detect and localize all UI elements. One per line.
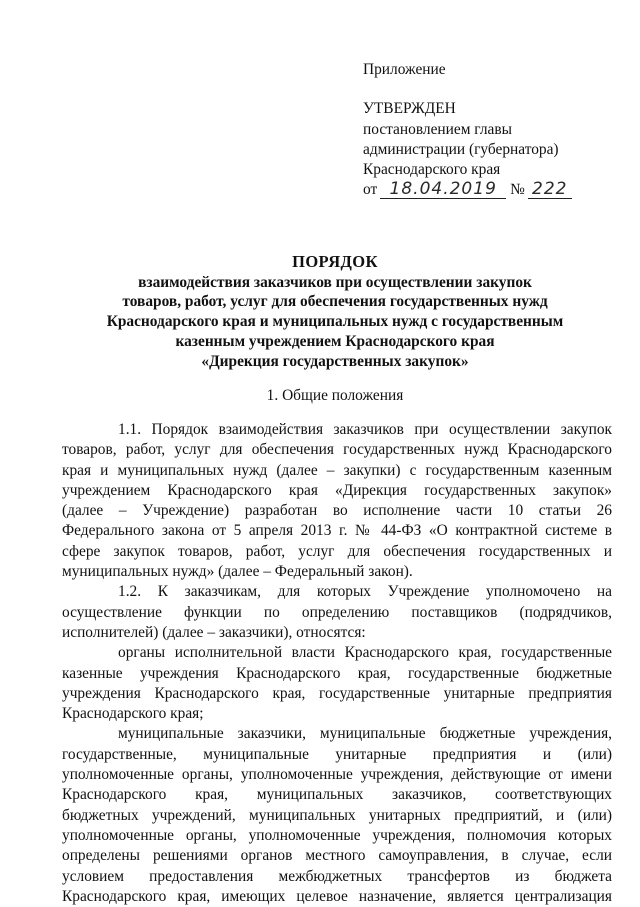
text-line: уполномоченные органы, уполномоченные учреждения, действующие от имени	[62, 766, 612, 784]
text-line: органы исполнительной власти Краснодарского края, государственные	[118, 644, 612, 662]
from-label: от	[363, 181, 378, 199]
text-line: края и муниципальных нужд (далее – закупки) с государственным казенным	[62, 461, 612, 479]
title-line: Краснодарского края и муниципальных нужд с государственным	[106, 313, 564, 331]
title-main: ПОРЯДОК	[292, 252, 378, 271]
text-line: Краснодарского края, муниципальных заказчиков, соответствующих	[62, 786, 612, 804]
text-line: исполнителей) (далее – заказчики), относятся:	[62, 623, 366, 641]
text-line: 1.1. Порядок взаимодействия заказчиков при осуществлении закупок	[118, 421, 612, 438]
approved-label: УТВЕРЖДЕН	[363, 100, 456, 118]
body-text	[62, 420, 612, 907]
title-line: товаров, работ, услуг для обеспечения государственных нужд	[122, 293, 548, 311]
text-line: муниципальных нужд» (далее – Федеральный закон).	[62, 563, 413, 581]
number-label: №	[510, 181, 525, 199]
text-line: государственные, муниципальные унитарные предприятия и (или)	[62, 745, 612, 763]
section-heading: 1. Общие положения	[266, 387, 404, 404]
text-line: товаров, работ, услуг для обеспечения государственных нужд Краснодарского	[62, 441, 612, 459]
title-line: взаимодействия заказчиков при осуществлении закупок	[138, 273, 532, 291]
text-line: Краснодарского края, имеющих целевое назначение, является централизация	[62, 887, 612, 905]
text-line: 1.2. К заказчикам, для которых Учреждение уполномочено на	[118, 583, 612, 601]
approval-date-line	[363, 180, 623, 200]
paragraph-municipal-customers	[62, 724, 612, 907]
approval-block	[363, 60, 623, 201]
text-line: сфере закупок товаров, работ, услуг для обеспечения государственных и	[62, 542, 612, 560]
text-line: определены решениями органов местного самоуправления, в случае, если	[62, 847, 612, 865]
text-line: (далее – Учреждение) разработан во исполнение части 10 статьи 26	[62, 502, 612, 520]
text-line: учреждением Краснодарского края «Дирекция государственных закупок»	[62, 481, 612, 499]
text-line: муниципальные заказчики, муниципальные бюджетные учреждения,	[118, 725, 612, 743]
text-line: уполномоченные органы, уполномоченные учреждения, полномочия которых	[62, 826, 612, 844]
approval-line-1: постановлением главы	[363, 120, 512, 138]
text-line: бюджетных учреждений, муниципальных унитарных предприятий, и (или)	[62, 806, 612, 824]
handwritten-date: 18.04.2019	[380, 181, 506, 199]
text-line: Краснодарского края;	[62, 705, 204, 723]
approval-line-2: администрации (губернатора)	[363, 140, 559, 158]
text-line: казенные учреждения Краснодарского края, государственные бюджетные	[62, 664, 612, 682]
handwritten-number: 222	[528, 181, 572, 199]
document-title	[60, 252, 610, 371]
approval-line-3: Краснодарского края	[363, 161, 501, 179]
paragraph-state-customers	[62, 643, 612, 724]
paragraph-1-1	[62, 420, 612, 582]
text-line: осуществление функции по определению поставщиков (подрядчиков,	[62, 603, 612, 621]
appendix-label: Приложение	[363, 61, 446, 78]
text-line: условием предоставления межбюджетных трансфертов из бюджета	[62, 867, 612, 885]
title-line: «Дирекция государственных закупок»	[201, 352, 469, 370]
title-line: казенным учреждением Краснодарского края	[175, 332, 495, 350]
text-line: Федерального закона от 5 апреля 2013 г. № 44-ФЗ «О контрактной системе в	[62, 522, 612, 540]
paragraph-1-2	[62, 582, 612, 643]
text-line: учреждения Краснодарского края, государственные унитарные предприятия	[62, 684, 612, 702]
